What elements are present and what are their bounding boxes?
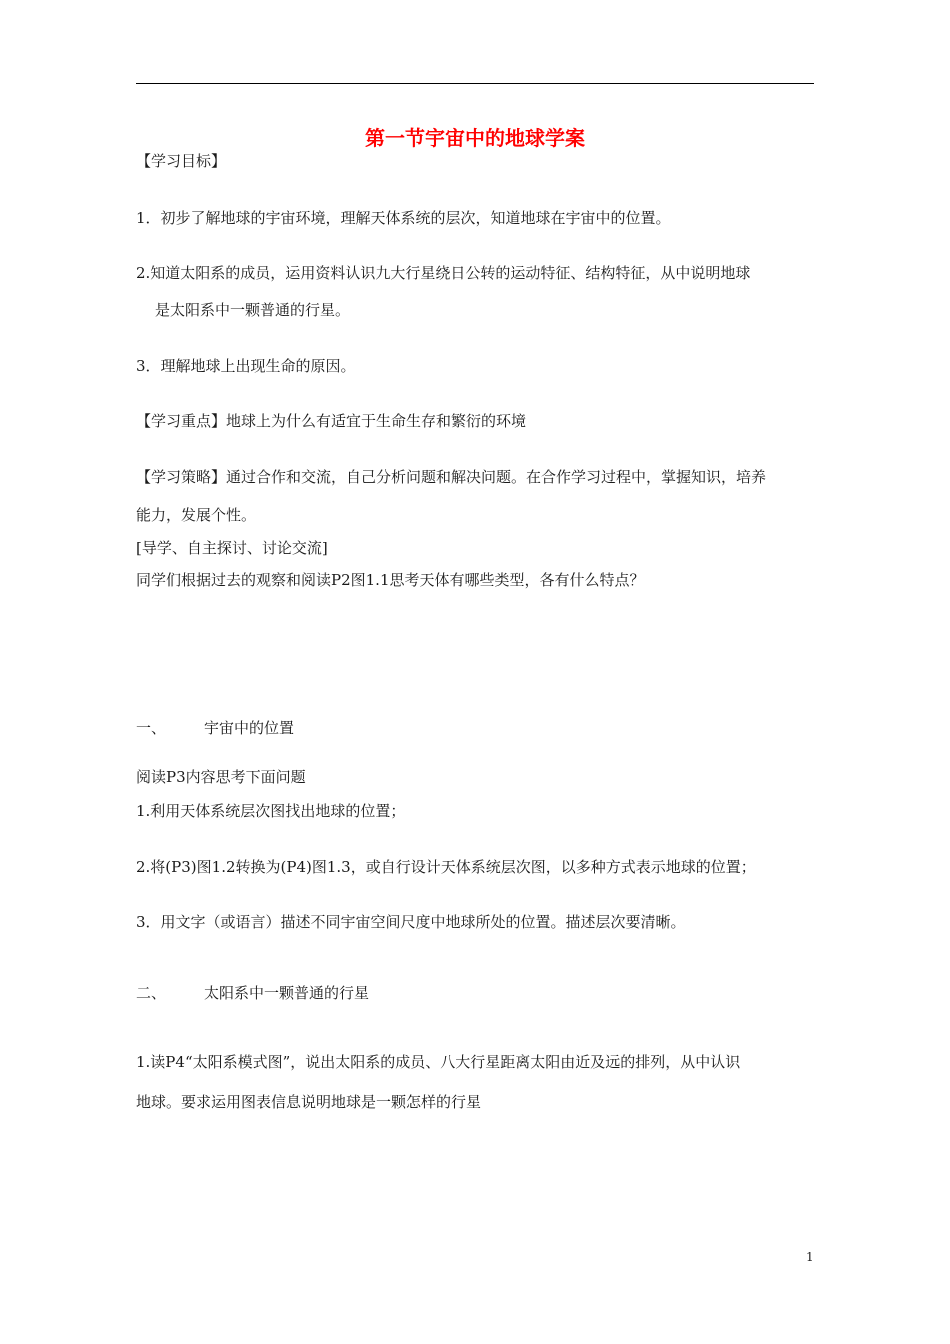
section-1-title: 宇宙中的位置: [204, 719, 295, 737]
objective-1: 1．初步了解地球的宇宙环境，理解天体系统的层次，知道地球在宇宙中的位置。: [136, 209, 671, 227]
section-2-heading: [136, 983, 369, 1003]
learning-focus: 【学习重点】地球上为什么有适宜于生命生存和繁衍的环境: [136, 412, 527, 430]
guide-heading: [导学、自主探讨、讨论交流]: [136, 539, 328, 557]
section-1-intro: 阅读P3内容思考下面问题: [136, 768, 306, 786]
section-2-number: 二、: [136, 984, 167, 1002]
section-1-question-3: 3．用文字（或语言）描述不同宇宙空间尺度中地球所处的位置。描述层次要清晰。: [136, 913, 686, 931]
objective-2-line-2: 是太阳系中一颗普通的行星。: [155, 301, 351, 319]
objective-2-line-1: 2.知道太阳系的成员，运用资料认识九大行星绕日公转的运动特征、结构特征，从中说明地球: [136, 264, 751, 282]
section-2-question-1-line-1: 1.读P4“太阳系模式图”，说出太阳系的成员、八大行星距离太阳由近及远的排列，从中认识: [136, 1053, 741, 1071]
guide-question: 同学们根据过去的观察和阅读P2图1.1思考天体有哪些类型，各有什么特点？: [136, 571, 645, 589]
learning-strategy-line-2: 能力，发展个性。: [136, 506, 257, 524]
learning-strategy-line-1: 【学习策略】通过合作和交流，自己分析问题和解决问题。在合作学习过程中，掌握知识，培养: [136, 468, 767, 486]
section-1-number: 一、: [136, 719, 167, 737]
header-rule: [136, 83, 814, 84]
section-1-question-2: 2.将(P3)图1.2转换为(P4)图1.3，或自行设计天体系统层次图，以多种方式表示地球的位置；: [136, 858, 756, 876]
section-1-question-1: 1.利用天体系统层次图找出地球的位置；: [136, 802, 406, 820]
page-title: 第一节宇宙中的地球学案: [365, 126, 585, 150]
section-2-title: 太阳系中一颗普通的行星: [204, 984, 370, 1002]
page-number: 1: [806, 1250, 814, 1264]
section-2-question-1-line-2: 地球。要求运用图表信息说明地球是一颗怎样的行星: [136, 1093, 482, 1111]
section-1-heading: [136, 718, 294, 738]
objectives-heading: 【学习目标】: [136, 152, 227, 170]
objective-3: 3．理解地球上出现生命的原因。: [136, 357, 356, 375]
